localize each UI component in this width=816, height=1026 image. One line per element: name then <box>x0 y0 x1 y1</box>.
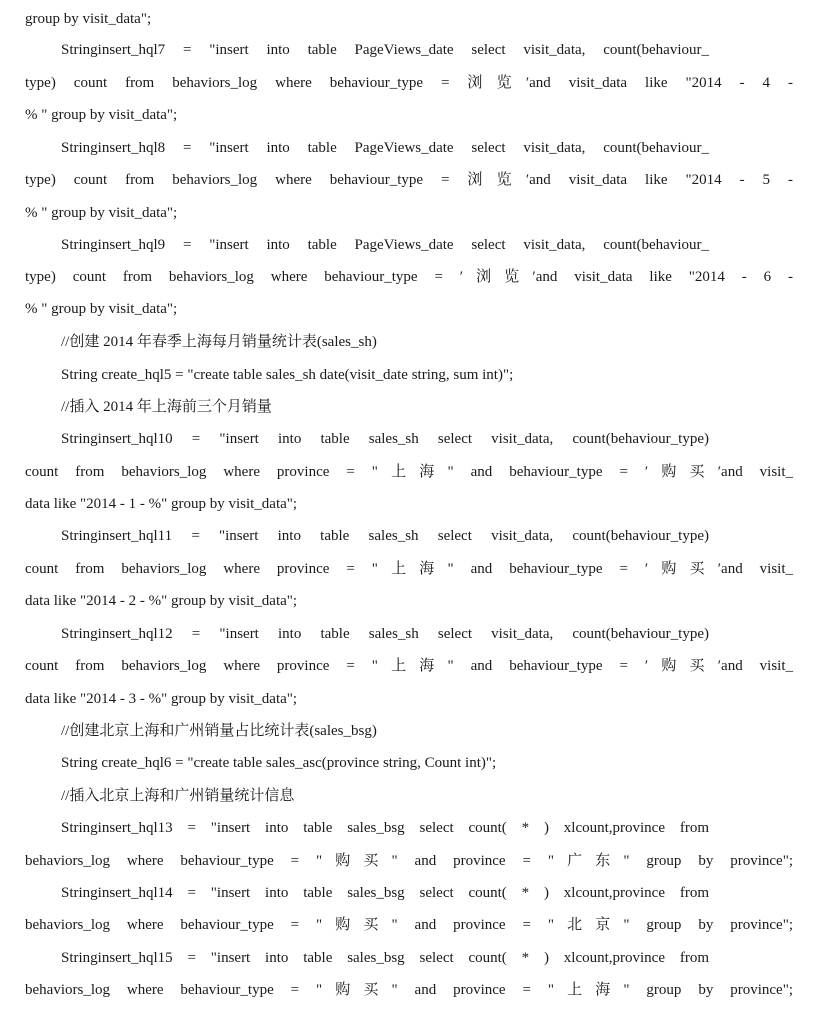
code-line: type) count from behaviors_log where behaviour_type = 浏览′and visit_data like "2014 - 5 - <box>25 172 793 188</box>
code-line: Stringinsert_hql11 = "insert into table sales_sh select visit_data, count(behaviour_type) <box>61 528 709 544</box>
code-line: data like "2014 - 1 - %" group by visit_data"; <box>25 496 298 512</box>
code-line: % " group by visit_data"; <box>25 301 178 317</box>
code-line: behaviors_log where behaviour_type = "购买" and province = "上海" group by province"; <box>25 982 793 998</box>
comment-line: //插入北京上海和广州销量统计信息 <box>61 788 295 804</box>
code-line: % " group by visit_data"; <box>25 205 178 221</box>
code-line: Stringinsert_hql12 = "insert into table sales_sh select visit_data, count(behaviour_type) <box>61 626 709 642</box>
code-line: data like "2014 - 2 - %" group by visit_data"; <box>25 593 298 609</box>
comment-line: //创建北京上海和广州销量占比统计表(sales_bsg) <box>61 723 377 739</box>
comment-line: //创建 2014 年春季上海每月销量统计表(sales_sh) <box>61 334 377 350</box>
code-line: Stringinsert_hql14 = "insert into table sales_bsg select count( * ) xlcount,province from <box>61 885 709 901</box>
code-line: data like "2014 - 3 - %" group by visit_data"; <box>25 691 298 707</box>
code-line: Stringinsert_hql8 = "insert into table PageViews_date select visit_data, count(behaviour_ <box>61 140 709 156</box>
code-line: behaviors_log where behaviour_type = "购买" and province = "北京" group by province"; <box>25 917 793 933</box>
code-line: String create_hql5 = "create table sales_sh date(visit_date string, sum int)"; <box>61 367 514 383</box>
code-line: behaviors_log where behaviour_type = "购买" and province = "广东" group by province"; <box>25 853 793 869</box>
comment-line: //插入 2014 年上海前三个月销量 <box>61 399 272 415</box>
code-line: type) count from behaviors_log where behaviour_type = ′浏览′and visit_data like "2014 - 6 - <box>25 269 793 285</box>
code-line: count from behaviors_log where province = "上海" and behaviour_type = ′购买′and visit_ <box>25 658 793 674</box>
code-line: Stringinsert_hql10 = "insert into table sales_sh select visit_data, count(behaviour_type) <box>61 431 709 447</box>
code-line: Stringinsert_hql7 = "insert into table PageViews_date select visit_data, count(behaviour_ <box>61 42 709 58</box>
code-line: Stringinsert_hql15 = "insert into table sales_bsg select count( * ) xlcount,province from <box>61 950 709 966</box>
code-line: Stringinsert_hql13 = "insert into table sales_bsg select count( * ) xlcount,province from <box>61 820 709 836</box>
code-line: % " group by visit_data"; <box>25 107 178 123</box>
code-line: count from behaviors_log where province = "上海" and behaviour_type = ′购买′and visit_ <box>25 561 793 577</box>
code-line: group by visit_data"; <box>25 11 152 27</box>
code-line: Stringinsert_hql9 = "insert into table PageViews_date select visit_data, count(behaviour_ <box>61 237 709 253</box>
code-line: String create_hql6 = "create table sales_asc(province string, Count int)"; <box>61 755 497 771</box>
code-line: type) count from behaviors_log where behaviour_type = 浏览′and visit_data like "2014 - 4 - <box>25 75 793 91</box>
code-line: count from behaviors_log where province = "上海" and behaviour_type = ′购买′and visit_ <box>25 464 793 480</box>
